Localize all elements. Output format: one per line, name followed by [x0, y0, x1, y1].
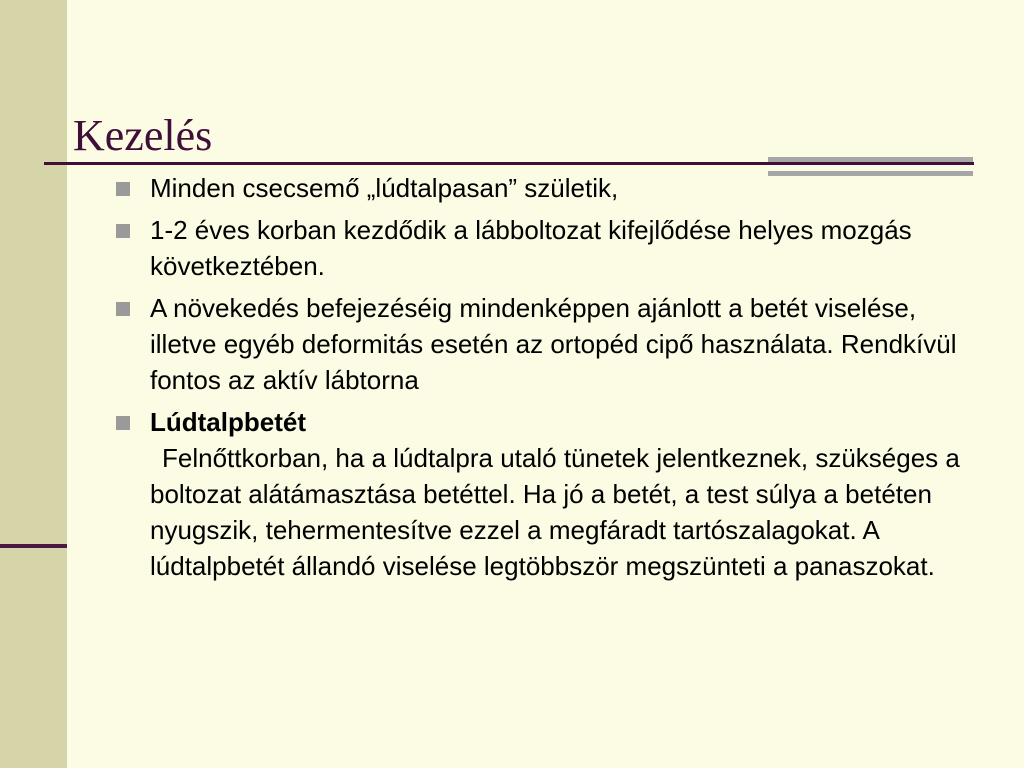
- left-decorative-band: [0, 0, 67, 768]
- square-bullet-icon: [116, 224, 130, 238]
- bullet-heading: Lúdtalpbetét: [150, 407, 306, 437]
- square-bullet-icon: [116, 182, 130, 196]
- bullet-text: 1-2 éves korban kezdődik a lábboltozat kifejlődése helyes mozgás következtében.: [150, 215, 912, 281]
- square-bullet-icon: [116, 302, 130, 316]
- bullet-text: A növekedés befejezéséig mindenképpen ajánlott a betét viselése, illetve egyéb deformitás esetén az ortopéd cipő használata. Rendkívül fontos az aktív lábtorna: [150, 293, 957, 395]
- bullet-item: [113, 404, 973, 584]
- bullet-text: Felnőttkorban, ha a lúdtalpra utaló tünetek jelentkeznek, szükséges a boltozat alátámasztása betéttel. Ha jó a betét, a test súlya a betéten nyugszik, tehermentesítve ezzel a megfáradt tartószalagokat. A lúdtalpbetét állandó viselése legtöbbször megszünteti a panaszokat.: [150, 443, 960, 581]
- title-underline: [44, 162, 974, 165]
- slide-title: Kezelés: [73, 111, 213, 160]
- left-band-divider: [0, 544, 67, 548]
- title-accent-bar-top: [768, 157, 973, 162]
- bullet-item: [113, 170, 973, 206]
- bullet-text: Minden csecsemő „lúdtalpasan” születik,: [150, 173, 619, 203]
- bullet-item: [113, 290, 973, 398]
- square-bullet-icon: [116, 416, 130, 430]
- bullet-list: [113, 170, 973, 590]
- bullet-item: [113, 212, 973, 284]
